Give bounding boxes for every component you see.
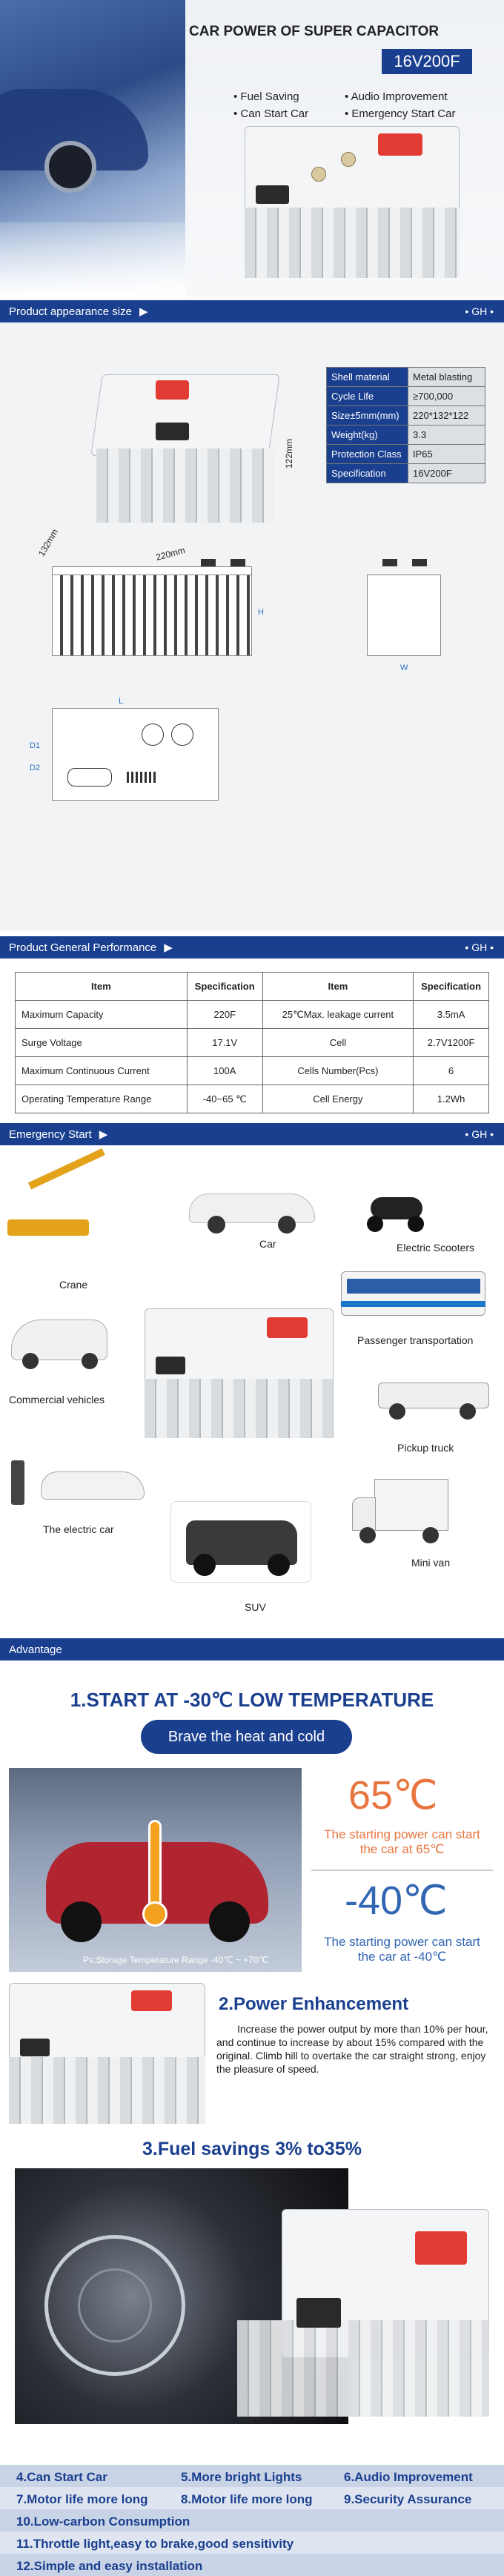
table-cell: 17.1V	[187, 1029, 262, 1057]
emergency-section	[0, 1145, 504, 1638]
performance-section	[0, 958, 504, 1123]
advantage-section	[0, 1661, 504, 2465]
table-cell: 2.7V1200F	[414, 1029, 489, 1057]
feature-audio-improvement: • Audio Improvement	[345, 90, 448, 103]
mini-van-image	[352, 1475, 448, 1546]
crane-label: Crane	[59, 1279, 88, 1291]
band-title: Advantage	[9, 1643, 62, 1656]
appearance-band	[0, 300, 504, 322]
scooter-image	[363, 1171, 430, 1238]
table-cell: Surge Voltage	[16, 1029, 188, 1057]
feature-item: 10.Low-carbon Consumption	[16, 2514, 190, 2529]
pickup-label: Pickup truck	[397, 1442, 454, 1454]
feature-item: 9.Security Assurance	[344, 2492, 472, 2506]
scooter-label: Electric Scooters	[397, 1242, 475, 1254]
pickup-image	[378, 1368, 489, 1423]
table-cell: 100A	[187, 1057, 262, 1085]
table-cell: Cell Energy	[262, 1085, 414, 1113]
thermometer-icon	[142, 1820, 168, 1931]
band-tag: • GH •	[465, 305, 494, 317]
band-tag: • GH •	[465, 1128, 494, 1140]
table-row	[16, 1085, 489, 1113]
spec-row	[327, 406, 485, 426]
table-cell: 25℃Max. leakage current	[262, 1001, 414, 1029]
crane-image	[7, 1175, 100, 1238]
spec-key: Cycle Life	[327, 387, 408, 406]
electric-car-image	[11, 1453, 145, 1512]
spec-row	[327, 464, 485, 483]
fuel-capacitor-image	[237, 2209, 493, 2424]
table-cell: 6	[414, 1057, 489, 1085]
play-icon: ▶	[99, 1128, 108, 1141]
band-title: Product General Performance	[9, 941, 157, 954]
power-capacitor-image	[9, 1983, 209, 2128]
feature-item: 7.Motor life more long	[16, 2492, 148, 2506]
table-header-cell: Item	[16, 973, 188, 1001]
table-cell: Cells Number(Pcs)	[262, 1057, 414, 1085]
side-view-drawing	[367, 575, 441, 656]
feature-item: 8.Motor life more long	[181, 2492, 313, 2506]
spec-row	[327, 387, 485, 406]
bus-image	[341, 1268, 489, 1327]
dim-label-d1: D1	[30, 741, 41, 750]
suv-image	[170, 1501, 311, 1583]
hot-temp-value: 65℃	[348, 1773, 438, 1818]
table-header-cell: Specification	[414, 973, 489, 1001]
dim-width: 220mm	[154, 545, 187, 563]
hero-section	[0, 0, 504, 297]
table-cell: Maximum Capacity	[16, 1001, 188, 1029]
hero-capacitor-image	[237, 126, 467, 282]
band-title: Product appearance size	[9, 305, 132, 318]
mini-van-label: Mini van	[411, 1557, 451, 1569]
heading-power-enhancement: 2.Power Enhancement	[219, 1994, 409, 2014]
advantage-band	[0, 1638, 504, 1661]
feature-item: 4.Can Start Car	[16, 2470, 107, 2484]
dim-label-h: H	[258, 608, 264, 617]
emergency-band	[0, 1123, 504, 1145]
performance-band	[0, 936, 504, 958]
spec-row	[327, 368, 485, 387]
spec-value: ≥700,000	[408, 387, 485, 406]
play-icon: ▶	[139, 305, 148, 318]
band-tag: • GH •	[465, 941, 494, 953]
feature-emergency-start: • Emergency Start Car	[345, 107, 456, 120]
dim-label-d2: D2	[30, 764, 41, 772]
spec-value: IP65	[408, 445, 485, 464]
table-cell: -40~65 ℃	[187, 1085, 262, 1113]
appearance-section	[0, 322, 504, 930]
dim-height: 122mm	[284, 438, 295, 469]
heading-fuel-savings: 3.Fuel savings 3% to35%	[142, 2139, 362, 2159]
snow-ground	[0, 222, 185, 297]
front-view-drawing	[52, 575, 252, 656]
hero-snow-car-image	[0, 0, 185, 297]
storage-temp-note: Ps:Storage Temperature Range -40℃ ~ +70℃	[83, 1955, 269, 1965]
feature-fuel-saving: • Fuel Saving	[233, 90, 299, 103]
hero-title: CAR POWER OF SUPER CAPACITOR	[189, 24, 440, 39]
spec-row	[327, 445, 485, 464]
table-cell: 220F	[187, 1001, 262, 1029]
dim-label-w: W	[400, 663, 408, 672]
emergency-capacitor-image	[145, 1308, 337, 1442]
table-header-cell: Specification	[187, 973, 262, 1001]
appearance-capacitor-image	[44, 360, 289, 537]
cold-temp-text: The starting power can start the car at -40℃	[324, 1935, 480, 1964]
model-badge: 16V200F	[382, 49, 472, 74]
electric-car-label: The electric car	[43, 1523, 114, 1535]
play-icon: ▶	[164, 941, 173, 954]
car-image	[189, 1175, 315, 1231]
table-row	[16, 1057, 489, 1085]
spec-value: 220*132*122	[408, 406, 485, 426]
spec-key: Size±5mm(mm)	[327, 406, 408, 426]
table-cell: Cell	[262, 1029, 414, 1057]
spec-value: 16V200F	[408, 464, 485, 483]
minivan-image	[11, 1305, 107, 1371]
commercial-vehicles-label: Commercial vehicles	[9, 1394, 105, 1405]
spec-key: Protection Class	[327, 445, 408, 464]
suv-label: SUV	[245, 1601, 266, 1613]
power-description: Increase the power output by more than 10% per hour, and continue to increase by about 15% compared with the original. Climb hill to overtake the car straight strong, enjoy the pleasure of speed.	[216, 2023, 488, 2075]
dim-label-l: L	[119, 697, 124, 706]
spec-value: Metal blasting	[408, 368, 485, 387]
performance-table	[15, 972, 489, 1113]
feature-row-2	[0, 2487, 504, 2512]
spec-value: 3.3	[408, 426, 485, 445]
car-label: Car	[259, 1238, 276, 1250]
bus-label: Passenger transportation	[357, 1334, 474, 1346]
dim-depth: 132mm	[36, 527, 61, 558]
temp-divider	[311, 1870, 493, 1871]
feature-can-start-car: • Can Start Car	[233, 107, 309, 120]
table-cell: 1.2Wh	[414, 1085, 489, 1113]
spec-key: Shell material	[327, 368, 408, 387]
feature-item: 12.Simple and easy installation	[16, 2559, 203, 2573]
feature-row-1	[0, 2465, 504, 2490]
top-view-drawing	[52, 708, 219, 801]
heat-cold-pill: Brave the heat and cold	[141, 1720, 352, 1754]
spec-row	[327, 426, 485, 445]
spec-key: Weight(kg)	[327, 426, 408, 445]
heading-low-temperature: 1.START AT -30℃ LOW TEMPERATURE	[70, 1689, 434, 1711]
table-cell: 3.5mA	[414, 1001, 489, 1029]
appearance-spec-table	[326, 367, 485, 483]
spec-key: Specification	[327, 464, 408, 483]
feature-row-4	[0, 2532, 504, 2557]
feature-item: 5.More bright Lights	[181, 2470, 302, 2484]
feature-row-3	[0, 2509, 504, 2534]
table-cell: Maximum Continuous Current	[16, 1057, 188, 1085]
table-row	[16, 1001, 489, 1029]
hot-temp-text: The starting power can start the car at 65℃	[324, 1827, 480, 1856]
features-list-section	[0, 2465, 504, 2576]
band-title: Emergency Start	[9, 1128, 92, 1141]
car-wheel-shape	[44, 141, 96, 193]
table-header-cell: Item	[262, 973, 414, 1001]
cold-temp-value: -40℃	[345, 1878, 448, 1923]
feature-row-5	[0, 2554, 504, 2576]
snow-drive-image	[9, 1768, 302, 1972]
table-cell: Operating Temperature Range	[16, 1085, 188, 1113]
feature-item: 11.Throttle light,easy to brake,good sensitivity	[16, 2537, 294, 2551]
feature-item: 6.Audio Improvement	[344, 2470, 473, 2484]
table-row	[16, 1029, 489, 1057]
